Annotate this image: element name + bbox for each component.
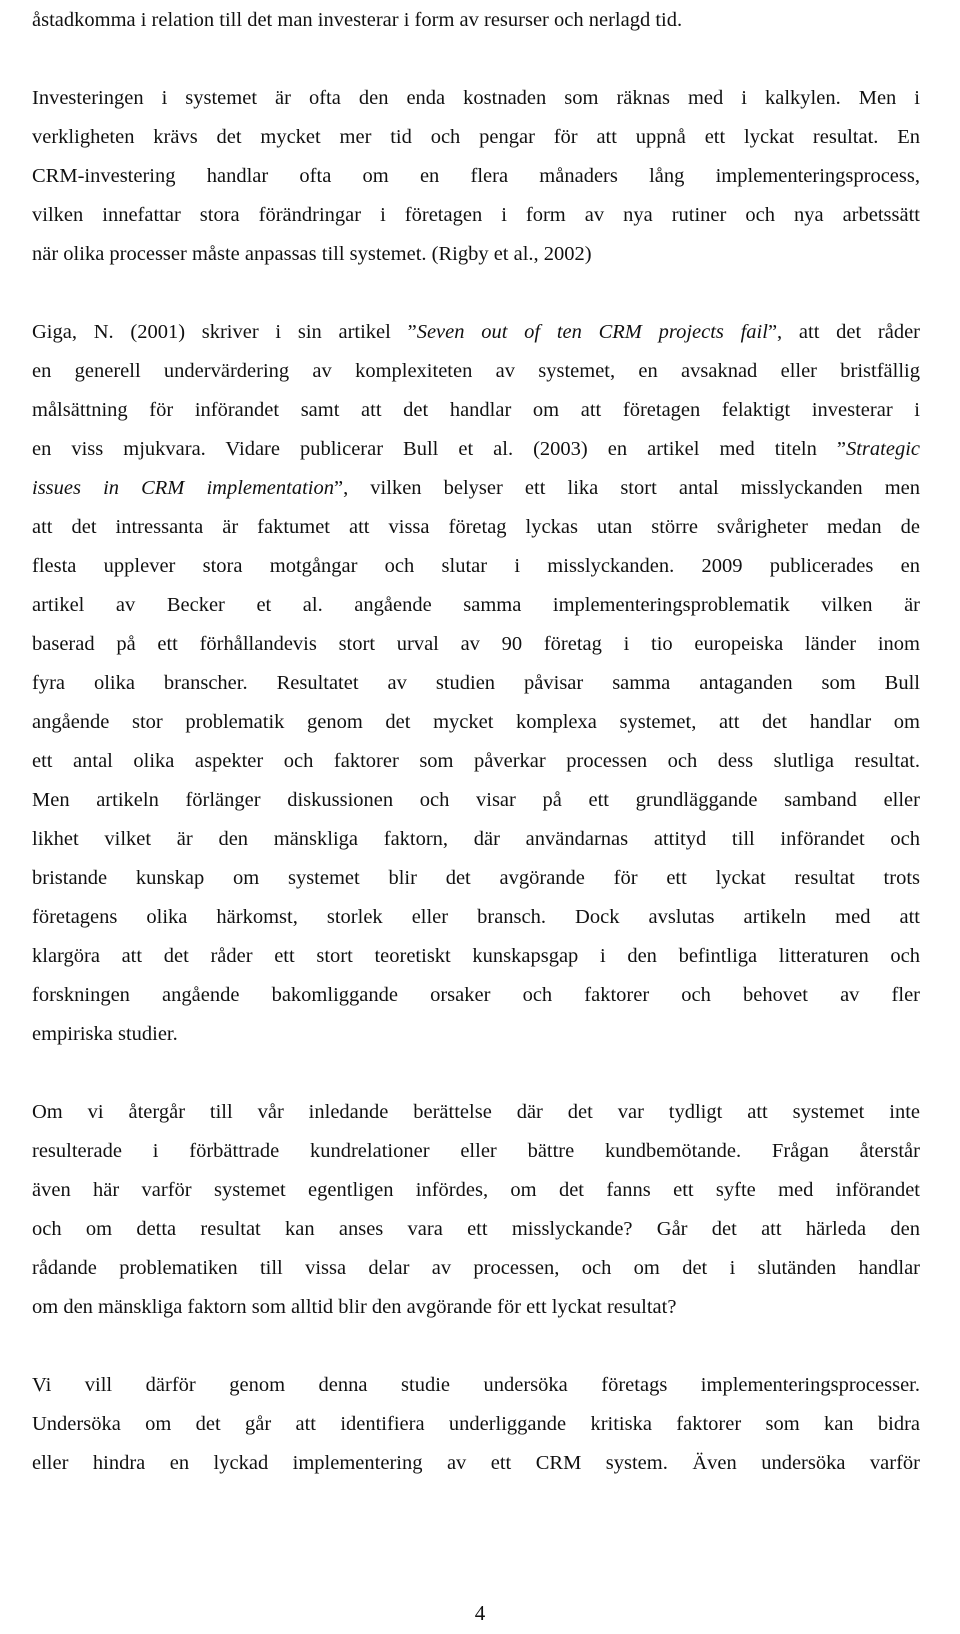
text-line: Undersöka om det går att identifiera underliggande kritiska faktorer som kan bidra bbox=[32, 1413, 920, 1435]
text-line: åstadkomma i relation till det man investerar i form av resurser och nerlagd tid. bbox=[32, 9, 683, 31]
text-line: vilken innefattar stora förändringar i företagen i form av nya rutiner och nya arbetssätt bbox=[32, 204, 920, 226]
text-line: flesta upplever stora motgångar och slutar i misslyckanden. 2009 publicerades en bbox=[32, 555, 920, 577]
text-line: empiriska studier. bbox=[32, 1023, 178, 1045]
text-line: forskningen angående bakomliggande orsaker och faktorer och behovet av fler bbox=[32, 984, 920, 1006]
text-segment: Giga, N. (2001) skriver i sin artikel ” bbox=[32, 321, 417, 343]
text-line: resulterade i förbättrade kundrelationer eller bättre kundbemötande. Frågan återstår bbox=[32, 1140, 920, 1162]
text-line: Vi vill därför genom denna studie undersöka företags implementeringsprocesser. bbox=[32, 1374, 920, 1396]
text-line: att det intressanta är faktumet att vissa företag lyckas utan större svårigheter medan de bbox=[32, 516, 920, 538]
paragraph bbox=[32, 79, 920, 274]
text-line-with-title bbox=[32, 430, 920, 469]
text-line: Men artikeln förlänger diskussionen och visar på ett grundläggande samband eller bbox=[32, 789, 920, 811]
text-line: eller hindra en lyckad implementering av ett CRM system. Även undersöka varför bbox=[32, 1452, 920, 1474]
text-line: målsättning för införandet samt att det handlar om att företagen felaktigt investerar i bbox=[32, 399, 920, 421]
text-segment: en viss mjukvara. Vidare publicerar Bull et al. (2003) en artikel med titeln ” bbox=[32, 438, 846, 460]
text-line: ett antal olika aspekter och faktorer som påverkar processen och dess slutliga resultat. bbox=[32, 750, 920, 772]
text-line: Om vi återgår till vår inledande berättelse där det var tydligt att systemet inte bbox=[32, 1101, 920, 1123]
text-line: en generell undervärdering av komplexiteten av systemet, en avsaknad eller bristfällig bbox=[32, 360, 920, 382]
text-line: även här varför systemet egentligen infördes, om det fanns ett syfte med införandet bbox=[32, 1179, 920, 1201]
article-title: Strategic bbox=[845, 438, 920, 460]
text-line: likhet vilket är den mänskliga faktorn, där användarnas attityd till införandet och bbox=[32, 828, 920, 850]
text-line: företagens olika härkomst, storlek eller bransch. Dock avslutas artikeln med att bbox=[32, 906, 920, 928]
paragraph bbox=[32, 1093, 920, 1327]
text-line: Investeringen i systemet är ofta den enda kostnaden som räknas med i kalkylen. Men i bbox=[32, 87, 920, 109]
text-line: fyra olika branscher. Resultatet av studien påvisar samma antaganden som Bull bbox=[32, 672, 920, 694]
text-line: baserad på ett förhållandevis stort urval av 90 företag i tio europeiska länder inom bbox=[32, 633, 920, 655]
paragraph bbox=[32, 1, 920, 40]
text-line: verkligheten krävs det mycket mer tid och pengar för att uppnå ett lyckat resultat. En bbox=[32, 126, 920, 148]
page-body bbox=[32, 0, 920, 1522]
text-line: bristande kunskap om systemet blir det avgörande för ett lyckat resultat trots bbox=[32, 867, 920, 889]
text-line: artikel av Becker et al. angående samma implementeringsproblematik vilken är bbox=[32, 594, 920, 616]
article-title: issues in CRM implementation bbox=[32, 477, 334, 499]
text-line-with-title bbox=[32, 313, 920, 352]
text-line: klargöra att det råder ett stort teoretiskt kunskapsgap i den befintliga litteraturen och bbox=[32, 945, 920, 967]
page-number: 4 bbox=[474, 1601, 486, 1625]
text-line: och om detta resultat kan anses vara ett misslyckande? Går det att härleda den bbox=[32, 1218, 920, 1240]
text-line: angående stor problematik genom det mycket komplexa systemet, att det handlar om bbox=[32, 711, 920, 733]
text-line: om den mänskliga faktorn som alltid blir den avgörande för ett lyckat resultat? bbox=[32, 1296, 677, 1318]
text-line: CRM-investering handlar ofta om en flera månaders lång implementeringsprocess, bbox=[32, 165, 920, 187]
text-segment: ”, vilken belyser ett lika stort antal misslyckanden men bbox=[334, 477, 921, 499]
article-title: Seven out of ten CRM projects fail bbox=[416, 321, 768, 343]
citation-line: när olika processer måste anpassas till systemet. (Rigby et al., 2002) bbox=[32, 243, 592, 265]
text-line: rådande problematiken till vissa delar av processen, och om det i slutänden handlar bbox=[32, 1257, 920, 1279]
paragraph bbox=[32, 313, 920, 1054]
paragraph bbox=[32, 1366, 920, 1483]
text-segment: ”, att det råder bbox=[767, 321, 921, 343]
text-line-with-title bbox=[32, 469, 920, 508]
